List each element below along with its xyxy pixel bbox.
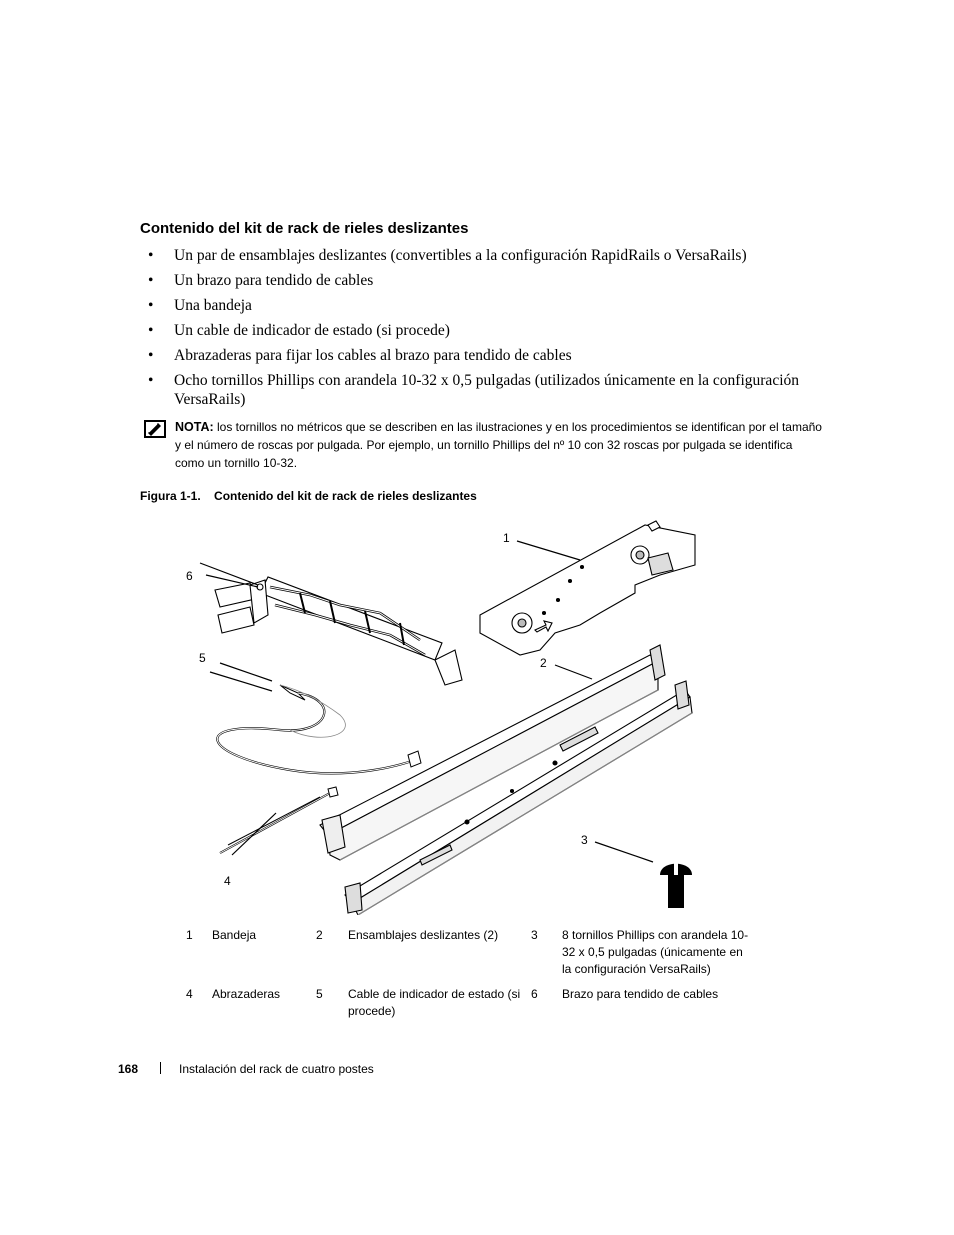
list-item: [148, 321, 818, 340]
callout-label: 3: [581, 833, 588, 847]
bullet-marker: •: [148, 347, 154, 364]
note-block: [144, 418, 824, 472]
legend-text: 8 tornillos Phillips con arandela 10-32 x 0,5 pulgadas (únicamente en la configuración VersaRails): [562, 928, 749, 976]
table-row: [186, 986, 754, 1028]
footer-divider: [160, 1062, 161, 1074]
bullet-marker: •: [148, 322, 154, 339]
figure-title: Contenido del kit de rack de rieles deslizantes: [214, 489, 477, 503]
page-footer: [118, 1062, 374, 1076]
kit-drawing: [180, 515, 720, 915]
figure-legend-table: [186, 927, 754, 1028]
pencil-note-icon: [144, 420, 166, 438]
list-item-text: Un cable de indicador de estado (si procede): [174, 322, 450, 339]
list-item: [148, 371, 818, 409]
slide-assemblies-drawing: [320, 645, 692, 915]
kit-illustration: [180, 515, 720, 915]
table-row: [186, 927, 754, 986]
legend-text: Brazo para tendido de cables: [562, 987, 719, 1001]
legend-text: Bandeja: [212, 928, 257, 942]
bullet-marker: •: [148, 372, 154, 389]
list-item: [148, 271, 818, 290]
legend-number: 1: [186, 928, 193, 942]
cable-management-arm-drawing: [215, 577, 462, 685]
chapter-title: Instalación del rack de cuatro postes: [179, 1062, 374, 1076]
list-item-text: Abrazaderas para fijar los cables al brazo para tendido de cables: [174, 347, 572, 364]
note-label: NOTA:: [175, 420, 214, 434]
list-item-text: Ocho tornillos Phillips con arandela 10-32 x 0,5 pulgadas (utilizados únicamente en la configuración VersaRails): [174, 372, 800, 408]
callout-label: 5: [199, 651, 206, 665]
page-number: 168: [118, 1062, 139, 1076]
screw-drawing: [660, 863, 692, 908]
status-indicator-cable-drawing: [217, 685, 421, 773]
legend-number: 3: [531, 928, 538, 942]
list-item-text: Un par de ensamblajes deslizantes (convertibles a la configuración RapidRails o VersaRails): [174, 247, 747, 264]
legend-text: Ensamblajes deslizantes (2): [348, 928, 499, 942]
list-item: [148, 346, 818, 365]
note-body: los tornillos no métricos que se describen en las ilustraciones y en los procedimientos se identifican por el tamaño y el número de roscas por pulgada. Por ejemplo, un tornillo Phillips del nº 10 con 32 roscas por pulgada se identifica como un tornillo 10-32.: [175, 420, 822, 470]
callout-label: 6: [186, 569, 193, 583]
list-item-text: Una bandeja: [174, 297, 252, 314]
legend-number: 4: [186, 987, 193, 1001]
bullet-marker: •: [148, 272, 154, 289]
list-item: [148, 246, 818, 265]
figure-number: Figura 1-1.: [140, 489, 201, 503]
note-text: [175, 418, 824, 472]
bullet-marker: •: [148, 297, 154, 314]
list-item: [148, 296, 818, 315]
kit-contents-list: [148, 246, 818, 415]
legend-number: 6: [531, 987, 538, 1001]
bullet-marker: •: [148, 247, 154, 264]
section-title: Contenido del kit de rack de rieles deslizantes: [140, 220, 469, 237]
legend-text: Cable de indicador de estado (si procede): [348, 987, 521, 1018]
legend-number: 5: [316, 987, 323, 1001]
legend-text: Abrazaderas: [212, 987, 281, 1001]
callout-label: 2: [540, 656, 547, 670]
callout-label: 4: [224, 874, 231, 888]
callout-label: 1: [503, 531, 510, 545]
legend-number: 2: [316, 928, 323, 942]
cable-ties-drawing: [220, 787, 338, 853]
tray-drawing: [480, 521, 695, 655]
figure-caption: [140, 489, 477, 503]
list-item-text: Un brazo para tendido de cables: [174, 272, 374, 289]
